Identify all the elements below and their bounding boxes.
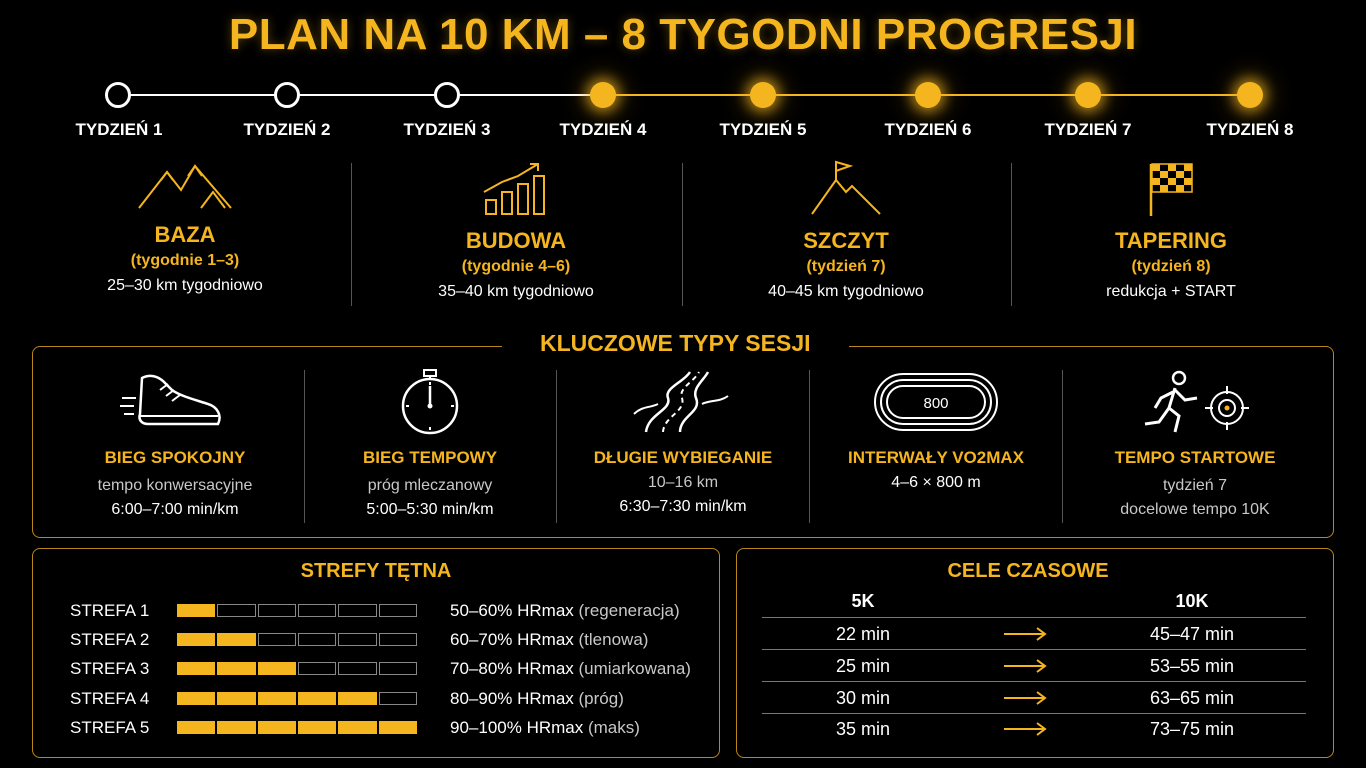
goal-row-divider [762, 649, 1306, 650]
zone-bar-segment [379, 721, 417, 734]
zone-bar-segment [177, 633, 215, 646]
zone-bar-segment [379, 604, 417, 617]
zone-bar-segment [338, 633, 376, 646]
zone-bar [177, 692, 417, 705]
session-divider [809, 370, 810, 523]
goal-5k-time: 30 min [835, 688, 891, 708]
zone-bar-segment [258, 721, 296, 734]
goal-row-divider [762, 681, 1306, 682]
week-label: TYDZIEŃ 6 [884, 120, 972, 139]
week-node [750, 82, 776, 108]
zone-bar-segment [217, 604, 255, 617]
sessions-title: KLUCZOWE TYPY SESJI [502, 330, 849, 357]
phase-name: TAPERING [1114, 228, 1228, 253]
phase-tapering [1006, 160, 1336, 310]
session-pace: 6:30–7:30 [619, 498, 691, 515]
goal-10k-time: 63–65 min [1149, 688, 1235, 708]
phase-name: BAZA [154, 222, 216, 247]
zone-bar-segment [298, 662, 336, 675]
zone-bar [177, 721, 417, 734]
session-divider [556, 370, 557, 523]
zone-bar-segment [258, 633, 296, 646]
zone-bar-segment [379, 692, 417, 705]
zone-range: 80–90% HRmax [450, 689, 574, 708]
phase-weeks: (tydzień 8) [1131, 258, 1211, 275]
growth-chart-icon [466, 160, 566, 218]
arrow-right-icon [1004, 691, 1048, 705]
week-label: TYDZIEŃ 1 [75, 120, 163, 139]
session-long-run [558, 368, 808, 528]
timeline-line-done [118, 94, 602, 96]
goal-5k-time: 35 min [835, 719, 891, 739]
running-shoe-icon [120, 368, 230, 436]
session-race-pace [1070, 368, 1320, 528]
zone-label: STREFA 3 [70, 659, 150, 678]
goal-5k-time: 22 min [835, 624, 891, 644]
stopwatch-icon [375, 368, 485, 436]
goal-5k-time: 25 min [835, 656, 891, 676]
session-easy-run [50, 368, 300, 528]
zone-label: STREFA 1 [70, 601, 150, 620]
week-label: TYDZIEŃ 3 [403, 120, 491, 139]
week-label: TYDZIEŃ 8 [1206, 120, 1294, 139]
zone-bar-segment [177, 662, 215, 675]
winding-road-icon [628, 368, 738, 436]
session-pace: 5:00–5:30 [366, 501, 438, 518]
zone-purpose: (próg) [578, 689, 624, 708]
week-node [434, 82, 460, 108]
goals-col-5k: 5K [851, 591, 875, 611]
zone-description [450, 718, 640, 738]
week-timeline [0, 80, 1366, 150]
zone-description [450, 601, 680, 621]
zone-bar-segment [177, 692, 215, 705]
session-divider [1062, 370, 1063, 523]
zone-purpose: (regeneracja) [578, 601, 680, 620]
session-name: BIEG SPOKOJNY [104, 448, 246, 467]
zone-bar-segment [258, 692, 296, 705]
week-node [590, 82, 616, 108]
zone-bar-segment [338, 692, 376, 705]
session-name: DŁUGIE WYBIEGANIE [593, 448, 773, 467]
zone-description [450, 630, 648, 650]
zone-purpose: (umiarkowana) [578, 659, 691, 678]
goals-col-10k: 10K [1175, 591, 1209, 611]
session-detail: 4–6 × 800 m [891, 474, 981, 491]
zones-title: STREFY TĘTNA [300, 560, 452, 582]
session-name: TEMPO STARTOWE [1114, 448, 1276, 467]
week-label: TYDZIEŃ 2 [243, 120, 331, 139]
zone-bar-segment [379, 662, 417, 675]
session-pace-unit: min/km [187, 501, 239, 518]
week-node [274, 82, 300, 108]
phase-name: SZCZYT [803, 228, 889, 253]
zone-range: 60–70% HRmax [450, 630, 574, 649]
week-label: TYDZIEŃ 5 [719, 120, 807, 139]
zone-description [450, 659, 691, 679]
zone-bar-segment [258, 604, 296, 617]
session-detail: 10–16 km [647, 474, 719, 491]
zone-bar-segment [338, 662, 376, 675]
zone-bar-segment [298, 721, 336, 734]
phase-volume: 40–45 km tygodniowo [768, 283, 924, 300]
phase-volume: 35–40 km tygodniowo [438, 283, 594, 300]
week-label: TYDZIEŃ 4 [559, 120, 647, 139]
track-label: 800 [923, 395, 949, 412]
zone-purpose: (tlenowa) [578, 630, 649, 649]
session-tempo-run [305, 368, 555, 528]
week-node [105, 82, 131, 108]
zone-range: 90–100% HRmax [450, 718, 584, 737]
zone-label: STREFA 4 [70, 689, 150, 708]
arrow-right-icon [1004, 659, 1048, 673]
zone-bar-segment [217, 633, 255, 646]
zone-bar-segment [298, 692, 336, 705]
week-node [915, 82, 941, 108]
phase-weeks: (tygodnie 4–6) [461, 258, 571, 275]
zone-bar [177, 633, 417, 646]
zone-bar-segment [177, 604, 215, 617]
session-intervals [811, 368, 1061, 528]
summit-flag-icon [796, 160, 896, 218]
zone-bar [177, 662, 417, 675]
zone-bar [177, 604, 417, 617]
session-detail: próg mleczanowy [367, 477, 493, 494]
week-node [1237, 82, 1263, 108]
session-detail: tempo konwersacyjne [97, 477, 253, 494]
zone-bar-segment [217, 721, 255, 734]
phase-volume: redukcja + START [1106, 283, 1236, 300]
zone-range: 50–60% HRmax [450, 601, 574, 620]
session-detail: tydzień 7 [1162, 477, 1228, 494]
phase-baza [20, 160, 350, 310]
goal-row-divider [762, 617, 1306, 618]
arrow-right-icon [1004, 627, 1048, 641]
zone-label: STREFA 5 [70, 718, 150, 737]
zone-bar-segment [298, 604, 336, 617]
phase-name: BUDOWA [465, 228, 567, 253]
goal-10k-time: 45–47 min [1149, 624, 1235, 644]
zone-description [450, 689, 624, 709]
mountains-icon [135, 160, 235, 212]
week-node [1075, 82, 1101, 108]
checkered-flag-icon [1121, 160, 1221, 218]
zone-bar-segment [298, 633, 336, 646]
week-label: TYDZIEŃ 7 [1044, 120, 1132, 139]
session-pace-unit: min/km [695, 498, 747, 515]
session-pace: 6:00–7:00 [111, 501, 183, 518]
zone-bar-segment [379, 633, 417, 646]
zone-bar-segment [177, 721, 215, 734]
zone-bar-segment [258, 662, 296, 675]
zone-range: 70–80% HRmax [450, 659, 574, 678]
phase-volume: 25–30 km tygodniowo [107, 277, 263, 294]
phase-budowa [351, 160, 681, 310]
page-title: PLAN NA 10 KM – 8 TYGODNI PROGRESJI [228, 10, 1138, 59]
goal-10k-time: 73–75 min [1149, 719, 1235, 739]
phase-weeks: (tygodnie 1–3) [130, 252, 240, 269]
zone-label: STREFA 2 [70, 630, 150, 649]
zone-bar-segment [338, 604, 376, 617]
phase-weeks: (tydzień 7) [806, 258, 886, 275]
session-pace: docelowe tempo 10K [1120, 501, 1270, 518]
session-pace-unit: min/km [442, 501, 494, 518]
arrow-right-icon [1004, 722, 1048, 736]
zone-purpose: (maks) [587, 718, 640, 737]
runner-target-icon [1135, 368, 1255, 436]
zone-bar-segment [217, 692, 255, 705]
session-name: BIEG TEMPOWY [362, 448, 498, 467]
zone-bar-segment [338, 721, 376, 734]
phase-szczyt [681, 160, 1011, 310]
session-name: INTERWAŁY VO2MAX [847, 448, 1024, 467]
track-icon [871, 368, 1001, 436]
zone-bar-segment [217, 662, 255, 675]
goals-title: CELE CZASOWE [947, 560, 1109, 582]
goal-10k-time: 53–55 min [1149, 656, 1235, 676]
goal-row-divider [762, 713, 1306, 714]
